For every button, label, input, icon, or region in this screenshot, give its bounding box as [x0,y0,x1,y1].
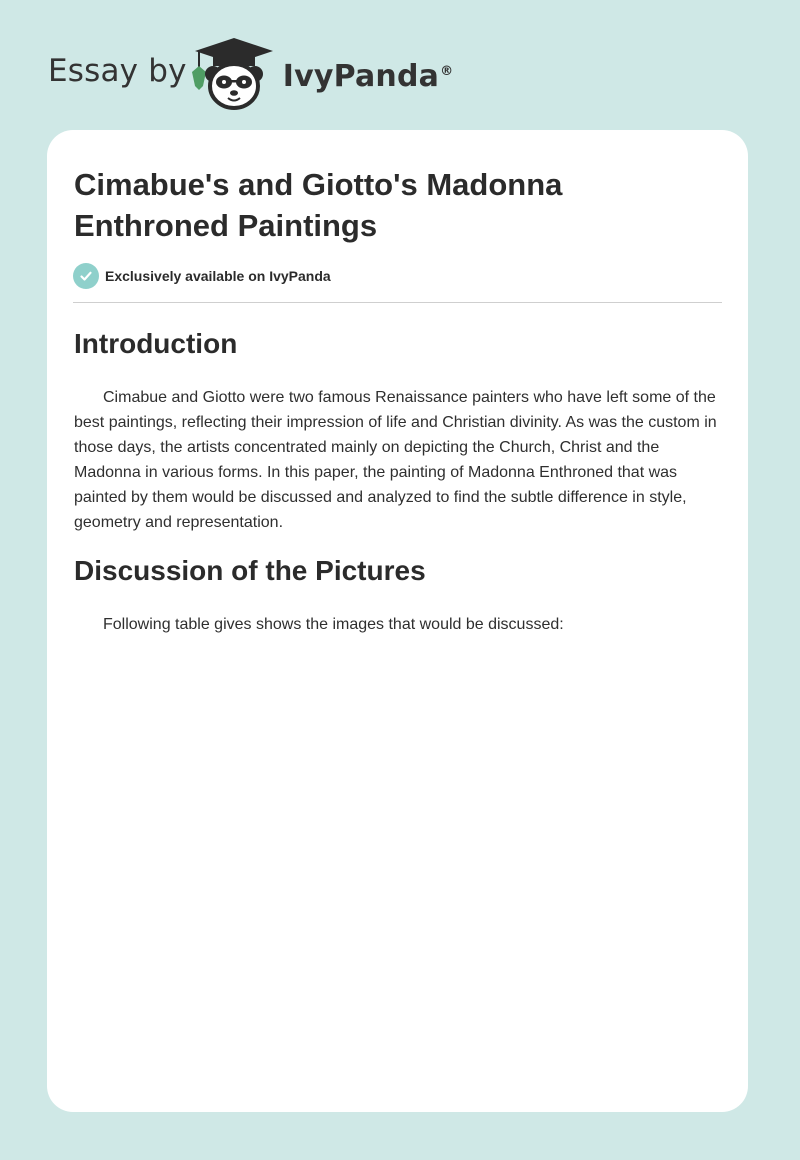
brand-header[interactable] [48,34,453,114]
divider [73,302,722,303]
check-circle-icon [73,263,99,289]
brand-prefix: Essay by [48,53,187,89]
section-paragraph-introduction: Cimabue and Giotto were two famous Renaissance painters who have left some of the best paintings, reflecting their impression of life and Christian divinity. As was the custom in those days, the artists concentrated mainly on depicting the Church, Christ and the Madonna in various forms. In this paper, the painting of Madonna Enthroned that was painted by them would be discussed and analyzed to find the subtle difference in style, geometry and representation. [74,389,717,531]
section-heading-discussion: Discussion of the Pictures [74,555,426,586]
registered-mark: ® [440,63,454,79]
essay-title: Cimabue's and Giotto's Madonna Enthroned Paintings [74,167,563,243]
brand-name: IvyPanda® [282,58,454,94]
exclusive-badge [73,263,331,289]
exclusive-label: Exclusively available on IvyPanda [105,268,331,284]
section-paragraph-discussion: Following table gives shows the images that would be discussed: [103,616,564,633]
section-heading-introduction: Introduction [74,328,238,359]
panda-graduate-icon [189,34,279,114]
essay-card [47,130,748,1112]
